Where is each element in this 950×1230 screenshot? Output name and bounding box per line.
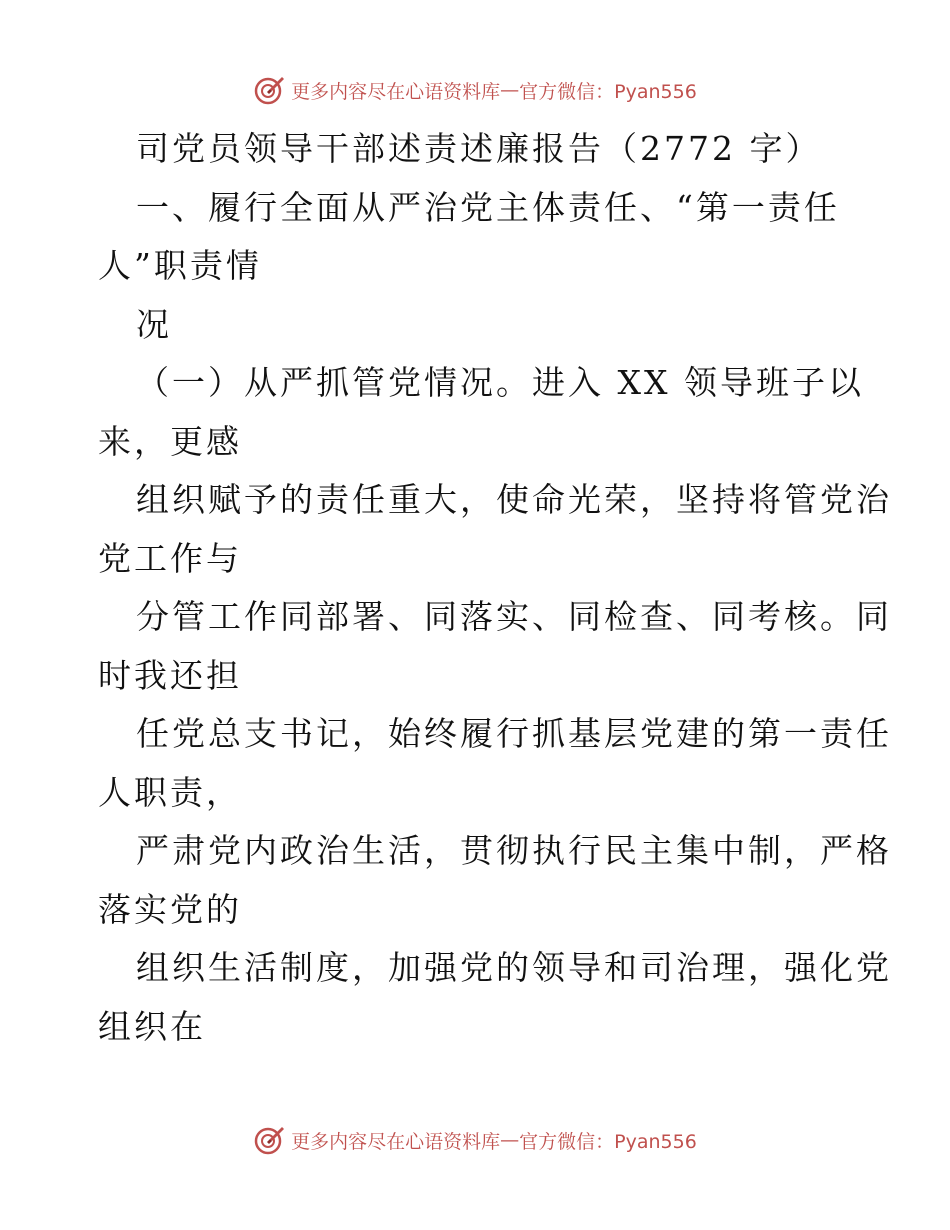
pen-circle-logo-icon	[253, 74, 285, 106]
banner-brand-text: 更多内容尽在心语资料库	[291, 80, 501, 103]
text-line: 组织在	[98, 1006, 206, 1046]
document-body	[98, 120, 892, 1056]
document-title: 司党员领导干部述责述廉报告（2772 字）	[136, 129, 822, 168]
text-line: 况	[136, 304, 172, 344]
pen-circle-logo-icon	[253, 1124, 285, 1156]
banner-wechat-text: 官方微信：Pyan556	[519, 80, 697, 103]
text-line: 人职责，	[98, 772, 242, 812]
text-line: 组织生活制度，加强党的领导和司治理，强化党	[136, 948, 892, 987]
text-line: 分管工作同部署、同落实、同检查、同考核。同	[136, 597, 892, 636]
text-line: 来，更感	[98, 421, 242, 461]
subsection-heading: （一）从严抓管党情况。进入 XX 领导班子以	[136, 363, 864, 402]
banner-brand-text: 更多内容尽在心语资料库	[291, 1130, 501, 1153]
footer-banner	[0, 1122, 950, 1158]
banner-separator: —	[500, 1129, 520, 1151]
text-line: 组织赋予的责任重大，使命光荣，坚持将管党治	[136, 480, 892, 519]
text-line: 时我还担	[98, 655, 242, 695]
text-line: 党工作与	[98, 538, 242, 578]
text-line: 人”职责情	[98, 246, 262, 285]
header-banner	[0, 72, 950, 108]
banner-wechat-text: 官方微信：Pyan556	[519, 1130, 697, 1153]
text-line: 严肃党内政治生活，贯彻执行民主集中制，严格	[136, 831, 892, 870]
text-line: 落实党的	[98, 889, 242, 929]
banner-separator: —	[500, 79, 520, 101]
section-heading: 一、履行全面从严治党主体责任、“第一责任	[136, 187, 840, 227]
text-line: 任党总支书记，始终履行抓基层党建的第一责任	[136, 714, 892, 753]
